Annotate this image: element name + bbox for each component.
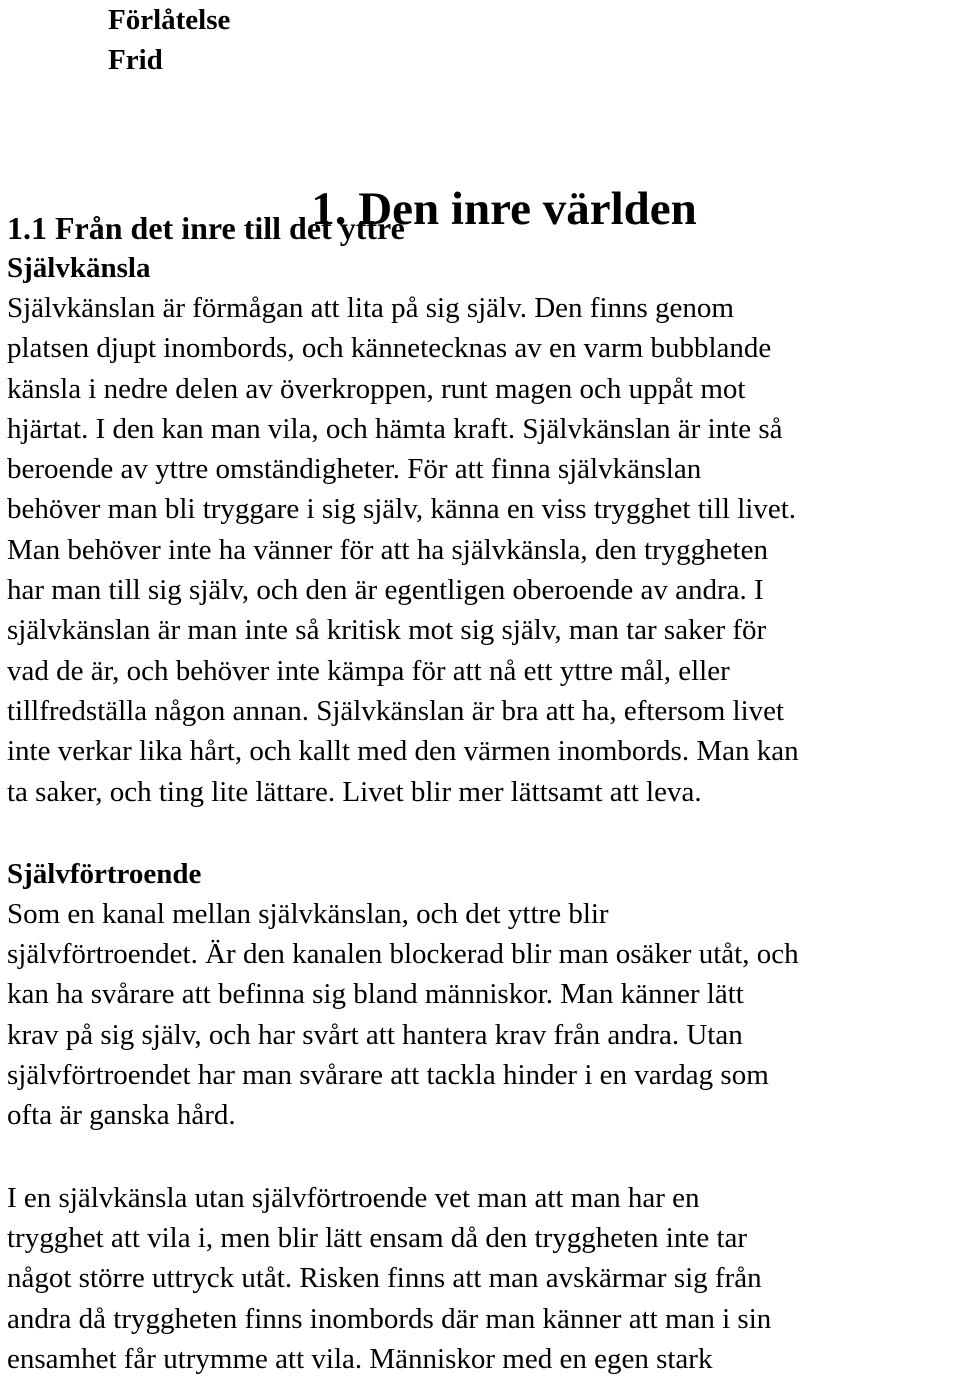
text-line: inte verkar lika hårt, och kallt med den värmen inombords. Man kan (7, 735, 799, 768)
text-line: I en självkänsla utan självförtroende vet man att man har en (7, 1181, 700, 1214)
text-line: Som en kanal mellan självkänslan, och det yttre blir (7, 897, 609, 930)
text-line: ensamhet får utrymme att vila. Människor med en egen stark (7, 1342, 713, 1375)
text-line: ofta är ganska hård. (7, 1099, 236, 1132)
text-line: Självkänslan är förmågan att lita på sig själv. Den finns genom (7, 292, 734, 324)
toc-list (108, 0, 230, 80)
text-line: har man till sig själv, och den är egentligen oberoende av andra. I (7, 574, 764, 607)
paragraph-sjalvfortroende (7, 894, 960, 1136)
subsection-title-sjalvkansla: Självkänsla (7, 252, 151, 284)
text-line: tillfredställa någon annan. Självkänslan är bra att ha, eftersom livet (7, 694, 785, 727)
text-line: hjärtat. I den kan man vila, och hämta kraft. Självkänslan är inte så (7, 412, 783, 445)
text-line: Man behöver inte ha vänner för att ha självkänsla, den tryggheten (7, 533, 768, 566)
text-line: självkänslan är man inte så kritisk mot sig själv, man tar saker för (7, 614, 767, 647)
toc-item-frid: Frid (108, 44, 163, 76)
text-line: ta saker, och ting lite lättare. Livet blir mer lättsamt att leva. (7, 775, 702, 808)
text-line: kan ha svårare att befinna sig bland människor. Man känner lätt (7, 978, 744, 1011)
paragraph-closing (7, 1178, 960, 1379)
document-body (7, 208, 960, 1379)
text-line: något större uttryck utåt. Risken finns att man avskärmar sig från (7, 1262, 762, 1295)
text-line: krav på sig själv, och har svårt att hantera krav från andra. Utan (7, 1018, 743, 1051)
text-line: trygghet att vila i, men blir lätt ensam då den tryggheten inte tar (7, 1221, 748, 1254)
toc-item-forlatelse: Förlåtelse (108, 4, 231, 36)
text-line: beroende av yttre omständigheter. För att finna självkänslan (7, 453, 702, 486)
text-line: självförtroendet. Är den kanalen blockerad blir man osäker utåt, och (7, 938, 799, 971)
section-title: 1.1 Från det inre till det yttre (7, 210, 405, 246)
text-line: andra då tryggheten finns inombords där man känner att man i sin (7, 1302, 772, 1335)
text-line: självförtroendet har man svårare att tackla hinder i en vardag som (7, 1059, 769, 1092)
text-line: vad de är, och behöver inte kämpa för att nå ett yttre mål, eller (7, 654, 730, 687)
text-line: behöver man bli tryggare i sig själv, känna en viss trygghet till livet. (7, 493, 797, 526)
text-line: platsen djupt inombords, och kännetecknas av en varm bubblande (7, 332, 772, 365)
subsection-title-sjalvfortroende: Självförtroende (7, 857, 202, 890)
chapter-title: 1. Den inre världen (311, 183, 697, 236)
text-line: känsla i nedre delen av överkroppen, runt magen och uppåt mot (7, 372, 746, 405)
paragraph-sjalvkansla (7, 288, 960, 812)
